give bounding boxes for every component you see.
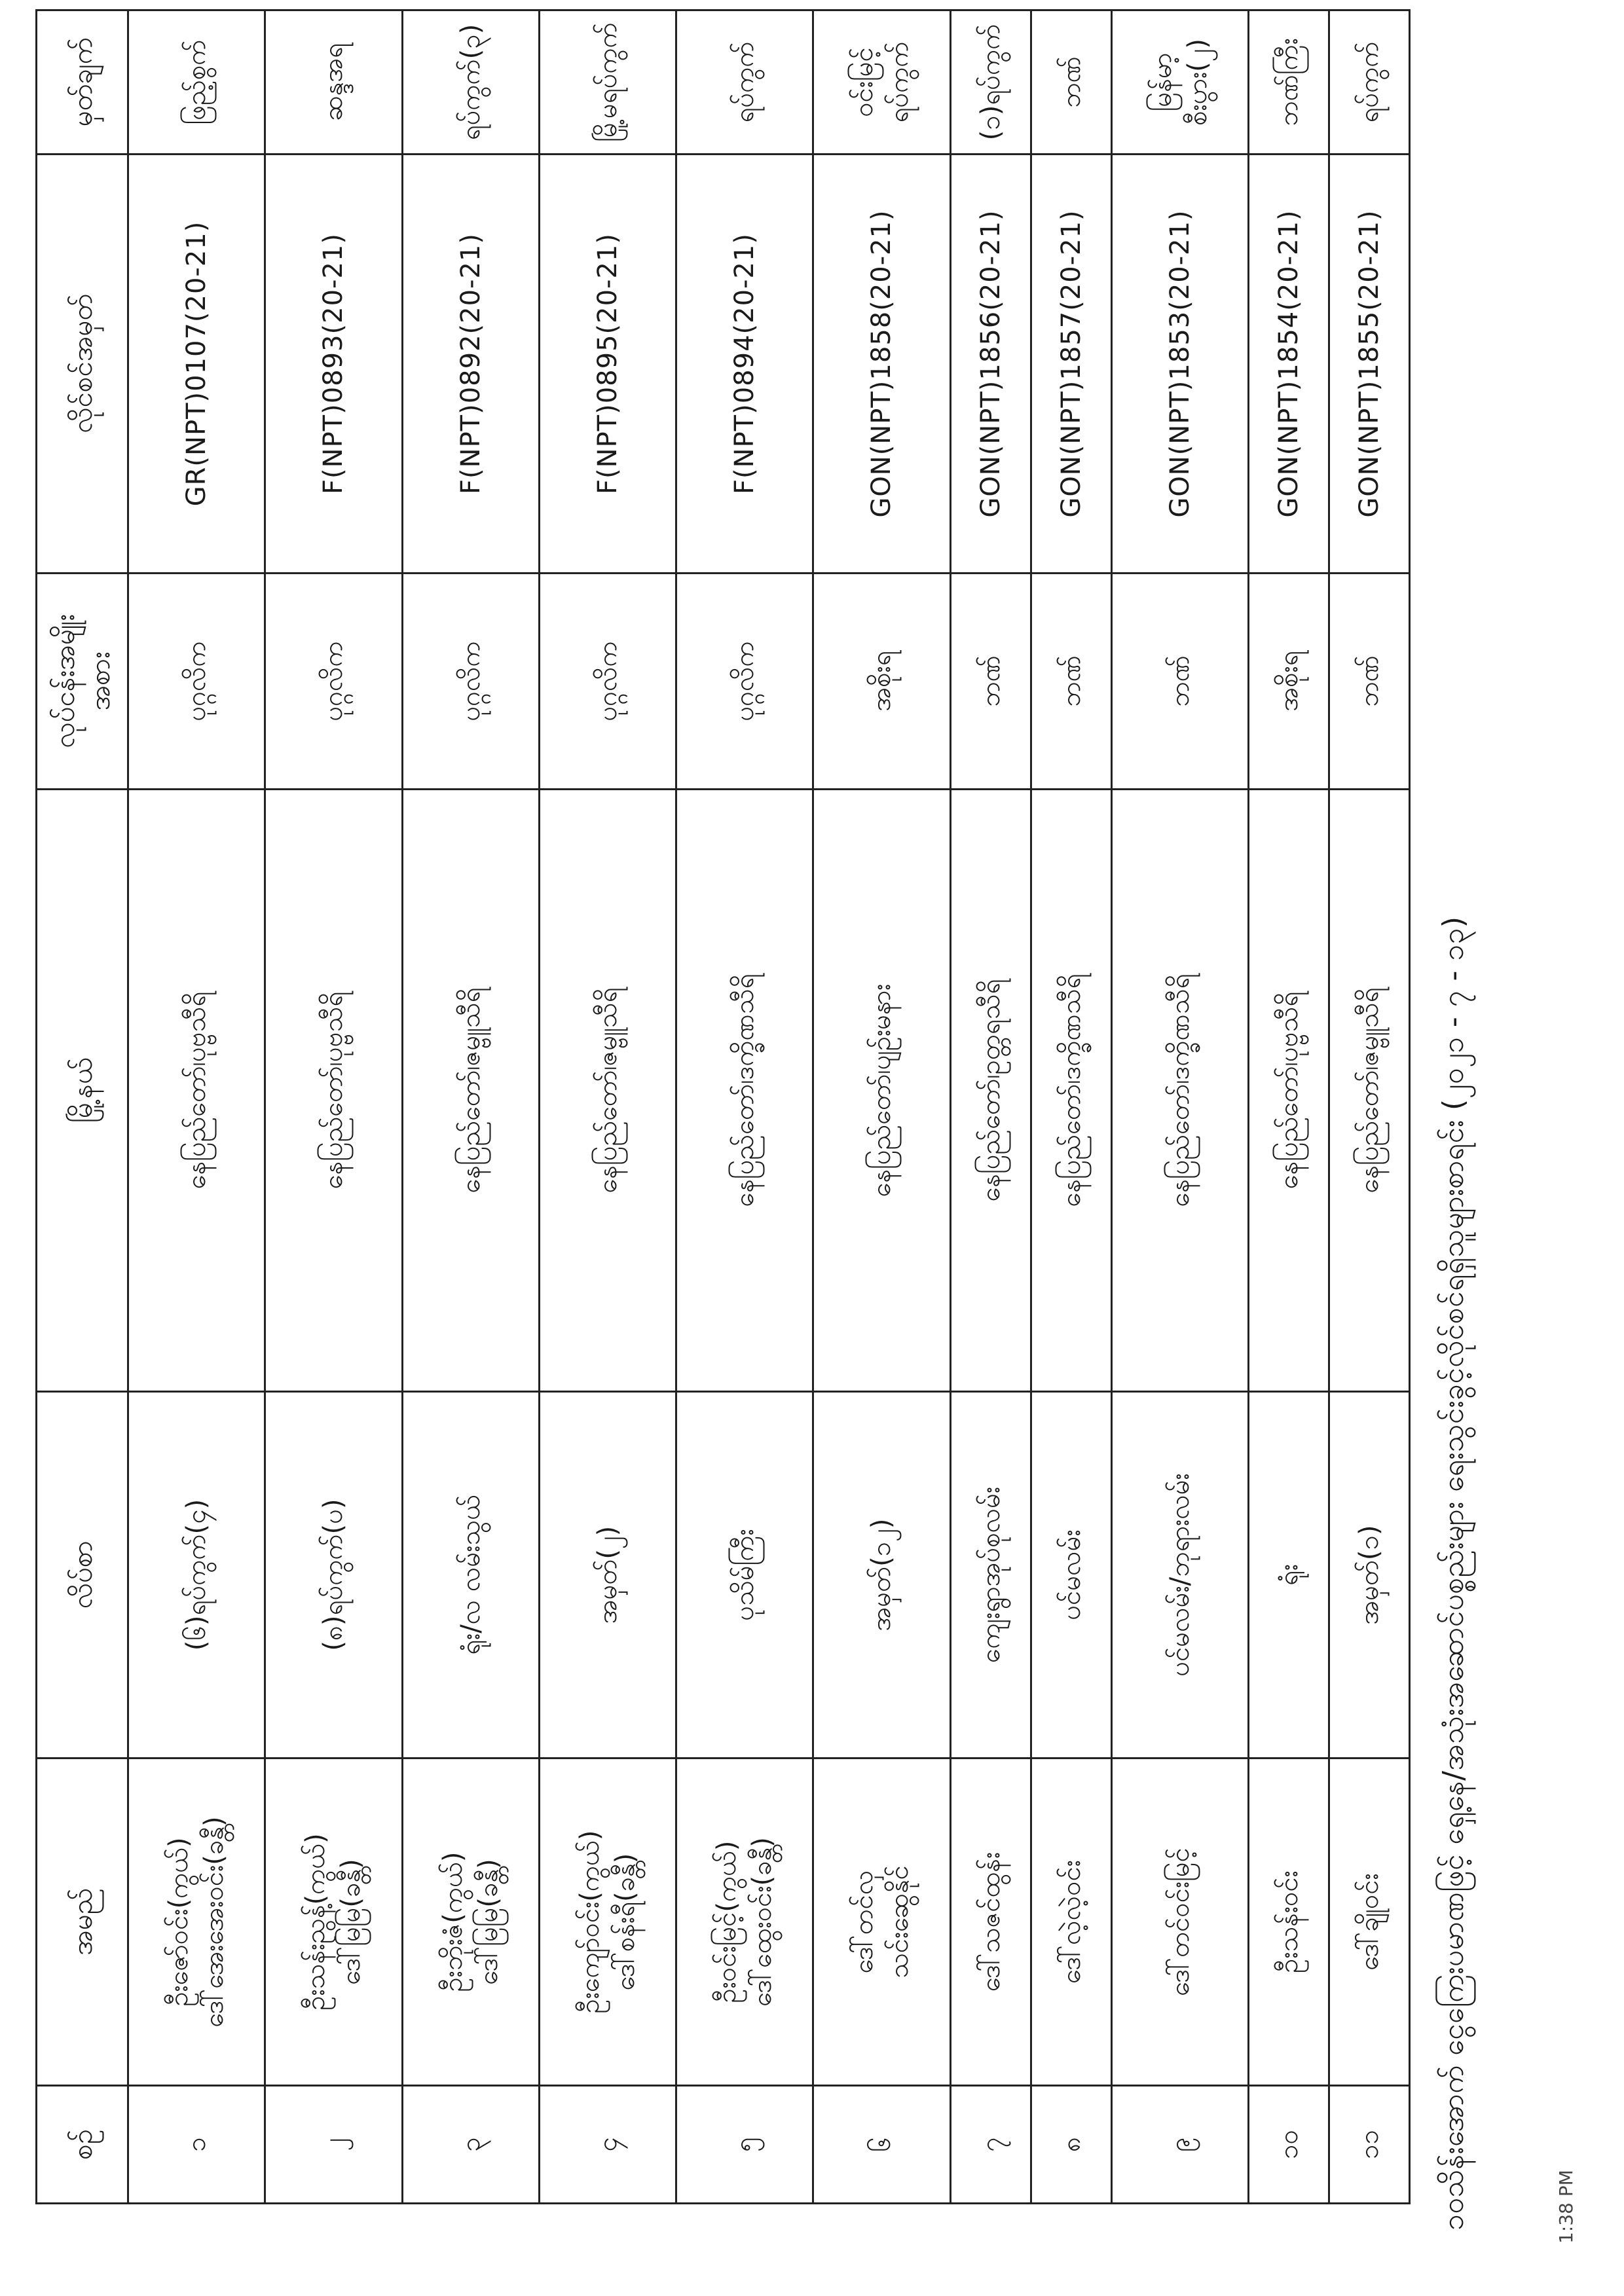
cell-address: အမှတ်(၁) — [1329, 1392, 1409, 1758]
cell-name — [128, 1758, 265, 2086]
cell-remark: ဖြည့်စွက် — [128, 10, 265, 155]
cell-township: နေပြည်တော်၊ဇမ္ဗူသီရိ — [539, 790, 676, 1392]
table-row — [676, 10, 813, 2204]
cell-address: အမှတ်(၁၂) — [813, 1392, 950, 1758]
header-township: မြို့နယ် — [37, 790, 128, 1392]
cell-township: နေပြည်တော်၊ပုဗ္ဗသီရိ — [1248, 790, 1329, 1392]
header-address: လိပ်စာ — [37, 1392, 128, 1758]
cell-address: (၈)ရပ်ကွက်(ပ) — [265, 1392, 402, 1758]
cell-license: GR(NPT)0107(20-21) — [128, 155, 265, 574]
cell-name — [539, 1758, 676, 2086]
header-no: စဉ် — [37, 2086, 128, 2204]
cell-township: နေပြည်တော်၊ပုဗ္ဗသီရိ — [128, 790, 265, 1392]
cell-remark: ဆန္ဒအရ — [265, 10, 402, 155]
cell-remark — [813, 10, 950, 155]
cell-no: ၉ — [1111, 2086, 1248, 2204]
cell-category: ပုဂ္ဂလိက — [539, 574, 676, 790]
table-row — [402, 10, 539, 2204]
cell-no: ၄ — [539, 2086, 676, 2204]
cell-line: ရပ်ကွက် — [884, 41, 915, 123]
cell-license: GON(NPT)1856(20-21) — [950, 155, 1031, 574]
cell-remark: (၁)ရပ်ကွက် — [950, 10, 1031, 155]
cell-no: ၈ — [1031, 2086, 1111, 2204]
cell-line: ဒေါ်မြမြ(ခန္တီ) — [473, 1859, 504, 1985]
cell-name — [265, 1758, 402, 2086]
cell-line: ဦးသန်းညွန့်(ကွယ်) — [301, 1833, 331, 2011]
header-remark: မှတ်ချက် — [37, 10, 128, 155]
table-row — [1329, 10, 1409, 2204]
table-row — [539, 10, 676, 2204]
page-title: ၁၀သိန်းအောက် ငွေကြေးပမာဏဖြင့် ရှေ့နေ/အသုံးအဆောင်ပစ္စည်းများ ရေးသွင်းခွင့်လိုင်စင်ရရှိသူများစာရင်း (၂၀၂၁ - ၇ - ၁၃) — [1437, 916, 1470, 2231]
cell-line: ဦးဝင်းမြင့်(ကွယ်) — [712, 1840, 743, 2003]
cell-category: ဘဏ် — [1111, 574, 1248, 790]
cell-township: နေပြည်တော်၊ဥတ္တရသီရိ — [950, 790, 1031, 1392]
license-table — [35, 9, 1411, 2204]
cell-address: ပင်မလမ်း/ဘုရားလမ်း — [1111, 1392, 1248, 1758]
table-row — [813, 10, 950, 2204]
cell-category: ပုဂ္ဂလိက — [128, 574, 265, 790]
cell-address: ရုံး/လ လမ်းသွယ် — [402, 1392, 539, 1758]
cell-township: နေပြည်တော်၊ဒက္ခိဏသီရိ — [1111, 790, 1248, 1392]
cell-category: အစိုးရ — [813, 574, 950, 790]
cell-name — [402, 1758, 539, 2086]
cell-remark: ဘဏ်ကြီး — [1248, 10, 1329, 155]
cell-line: ဒေါ်တင်ဝင်းမြင့် — [1164, 1848, 1195, 1996]
cell-line: ဒေါ်သဇင်ထွန်း — [975, 1851, 1006, 1992]
cell-category: ပုဂ္ဂလိက — [402, 574, 539, 790]
cell-line: ဒေါ်စန်းရီ(ခန္တီ) — [610, 1853, 640, 1991]
cell-license: GON(NPT)1855(20-21) — [1329, 155, 1409, 574]
table-row — [128, 10, 265, 2204]
cell-license: GON(NPT)1853(20-21) — [1111, 155, 1248, 574]
cell-no: ၇ — [950, 2086, 1031, 2204]
print-timestamp: 1:38 PM — [1555, 2170, 1577, 2244]
cell-township: နေပြည်တော်၊ဇမ္ဗူသီရိ — [1329, 790, 1409, 1392]
cell-remark: ဘဏ် — [1031, 10, 1111, 155]
cell-name — [813, 1758, 950, 2086]
table-body — [128, 10, 1410, 2204]
cell-remark: ရပ်ကွက်(၃) — [402, 10, 539, 155]
cell-no: ၆ — [813, 2086, 950, 2204]
cell-license: GON(NPT)1858(20-21) — [813, 155, 950, 574]
cell-township: နေပြည်တော်၊ဒက္ခိဏသီရိ — [1031, 790, 1111, 1392]
table-row — [265, 10, 402, 2204]
header-category: လုပ်ငန်းအမျိုးအစား — [37, 574, 128, 790]
cell-license: F(NPT)0892(20-21) — [402, 155, 539, 574]
cell-line: ဒေါ်လဲ့လဲ့ဝင်း — [1056, 1860, 1086, 1984]
cell-no: ၅ — [676, 2086, 813, 2204]
cell-category: အစိုးရ — [1248, 574, 1329, 790]
cell-license: F(NPT)0893(20-21) — [265, 155, 402, 574]
cell-license: F(NPT)0895(20-21) — [539, 155, 676, 574]
cell-line: ဦးသန်းဝင်း — [1273, 1870, 1304, 1973]
cell-name — [1031, 1758, 1111, 2086]
cell-line: ဒေါ်အေးအေးဝင်း(ခန္တီ) — [199, 1816, 230, 2028]
cell-name — [950, 1758, 1031, 2086]
cell-address: ပင်မလမ်း — [1031, 1392, 1111, 1758]
cell-name — [1329, 1758, 1409, 2086]
header-row — [37, 10, 128, 2204]
cell-category: ဘဏ် — [1031, 574, 1111, 790]
cell-license: GON(NPT)1854(20-21) — [1248, 155, 1329, 574]
cell-name — [1111, 1758, 1248, 2086]
cell-line: ဒေါ်တင်လှ — [849, 1870, 879, 1974]
cell-township: နေပြည်တော်၊ပုဗ္ဗသီရိ — [265, 790, 402, 1392]
cell-no: ၁၀ — [1248, 2086, 1329, 2204]
header-name: အမည် — [37, 1758, 128, 2086]
cell-line: ဦးကျော်ဝင်း(ကွယ်) — [574, 1830, 605, 2014]
cell-line: ဒေါ်ချိုဝင်း — [1354, 1873, 1384, 1971]
cell-remark: မြန်မာ့စီးပွား(၂) — [1111, 10, 1248, 155]
cell-address: (၆)ရပ်ကွက်(၄) — [128, 1392, 265, 1758]
cell-address: ကျေးရွာအုပ်စုလမ်း — [950, 1392, 1031, 1758]
cell-category: ဘဏ် — [950, 574, 1031, 790]
cell-no: ၁ — [128, 2086, 265, 2204]
cell-line: ဒေါ်မြမြ(ခန္တီ) — [336, 1859, 367, 1985]
cell-no: ၃ — [402, 2086, 539, 2204]
cell-line: ဦးဇော်ဝင်း(ကွယ်) — [164, 1837, 194, 2007]
cell-township: နေပြည်တော်၊ဒက္ခိဏသီရိ — [676, 790, 813, 1392]
cell-address: ရုံး — [1248, 1392, 1329, 1758]
cell-address: အမှတ်(၂) — [539, 1392, 676, 1758]
cell-township: နေပြည်တော်၊ပျဉ်းမနား — [813, 790, 950, 1392]
cell-license: GON(NPT)1857(20-21) — [1031, 155, 1111, 574]
cell-address: ပုသိမ်ကြီး — [676, 1392, 813, 1758]
cell-no: ၂ — [265, 2086, 402, 2204]
cell-license: F(NPT)0894(20-21) — [676, 155, 813, 574]
cell-remark: ရပ်ကွက် — [676, 10, 813, 155]
cell-remark: မြို့မရပ်ကွက် — [539, 10, 676, 155]
cell-category: ဘဏ် — [1329, 574, 1409, 790]
table-row — [1111, 10, 1248, 2204]
table-row — [1031, 10, 1111, 2204]
cell-name — [676, 1758, 813, 2086]
cell-township: နေပြည်တော်၊ဇမ္ဗူသီရိ — [402, 790, 539, 1392]
cell-line: သင်းဆွေနိုင် — [884, 1865, 915, 1978]
table-row — [950, 10, 1031, 2204]
table-row — [1248, 10, 1329, 2204]
cell-line: ဒေါ်ထွေးဝင်း(ခန္တီ) — [747, 1837, 778, 2007]
cell-line: ဝင်းမြင့် — [849, 47, 879, 117]
cell-remark: ရပ်ကွက် — [1329, 10, 1409, 155]
cell-line: ဦးဘိုးဇံ(ကွယ်) — [437, 1851, 468, 1992]
cell-category: ပုဂ္ဂလိက — [676, 574, 813, 790]
cell-name — [1248, 1758, 1329, 2086]
cell-no: ၁၁ — [1329, 2086, 1409, 2204]
header-license: လိုင်စင်အမှတ် — [37, 155, 128, 574]
cell-category: ပုဂ္ဂလိက — [265, 574, 402, 790]
